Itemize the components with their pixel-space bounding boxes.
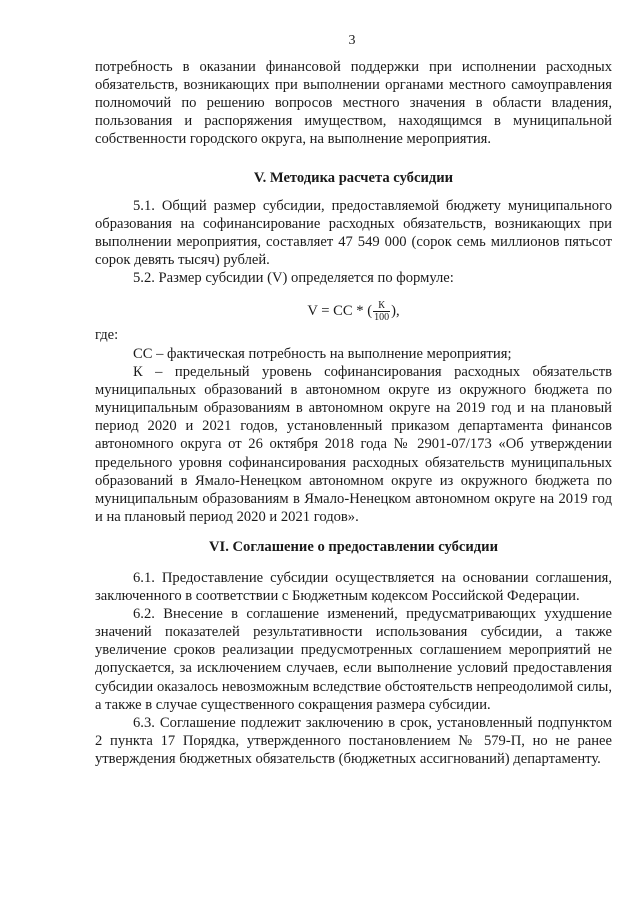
section-6-heading-block <box>95 539 612 556</box>
formula-left: V = СС * ( <box>307 302 373 319</box>
intro-paragraph: потребность в оказании финансовой поддержки при исполнении расходных обязательств, возникающих при выполнении органами местного самоуправления полномочий по решению вопросов местного значения в области владения, пользования и распоряжения имуществом, находящимся в муниципальной собственности городского округа, на выполнение мероприятия. <box>95 59 612 148</box>
subsidy-formula <box>95 300 612 323</box>
intro-paragraph-block <box>95 58 612 148</box>
formula-fraction <box>373 300 390 323</box>
formula-numerator: К <box>373 300 390 312</box>
definition-cc: СС – фактическая потребность на выполнение мероприятия; <box>133 346 512 362</box>
paragraph-6-2: 6.2. Внесение в соглашение изменений, предусматривающих ухудшение значений показателей результативности использования субсидии, а также увеличение сроков реализации предусмотренных соглашением мероприятий не допускается, за исключением случаев, если выполнение условий предоставления субсидии оказалось невозможным вследствие обстоятельств непреодолимой силы, а также в случае существенного сокращения размера субсидии. <box>95 606 612 713</box>
section-6-heading: VI. Соглашение о предоставлении субсидии <box>208 539 499 555</box>
formula-right: ), <box>391 302 400 319</box>
paragraph-5-2: 5.2. Размер субсидии (V) определяется по формуле: <box>133 270 454 287</box>
section-5-heading: V. Методика расчета субсидии <box>253 170 454 186</box>
definitions-block <box>95 326 612 344</box>
section-6-body <box>95 569 612 768</box>
section-5-body <box>95 197 612 287</box>
definition-k: К – предельный уровень софинансирования расходных обязательств муниципальных образований в автономном округе из окружного бюджета по муниципальным образованиям в автономном округе на 2019 год и на плановый период 2020 и 2021 годов, установленный приказом департамента финансов автономного округа от 26 октября 2018 года № 2901-07/173 «Об утверждении предельного уровня софинансирования расходных обязательств муниципальных образований в Ямало-Ненецком автономном округе из окружного бюджета по муниципальным образованиям в Ямало-Ненецком автономном округе на 2019 год и на плановый период 2020 и 2021 годов». <box>95 364 612 525</box>
paragraph-6-3: 6.3. Соглашение подлежит заключению в срок, установленный подпунктом 2 пункта 17 Порядка, утвержденного постановлением № 579-П, но не ранее утверждения бюджетных обязательств (бюджетных ассигнований) департаменту. <box>95 714 612 767</box>
section-5-heading-block <box>95 170 612 187</box>
paragraph-6-1: 6.1. Предоставление субсидии осуществляется на основании соглашения, заключенного в соответствии с Бюджетным кодексом Российской Федерации. <box>95 570 612 605</box>
definitions-body <box>95 345 612 526</box>
where-label: где: <box>95 327 119 343</box>
page-number: 3 <box>348 33 356 48</box>
formula-denominator: 100 <box>374 312 390 323</box>
paragraph-5-1: 5.1. Общий размер субсидии, предоставляемой бюджету муниципального образования на софинансирование расходных обязательств, возникающих при выполнении мероприятия, составляет 47 549 000 (сорок семь миллионов пятьсот сорок девять тысяч) рублей. <box>95 198 612 269</box>
